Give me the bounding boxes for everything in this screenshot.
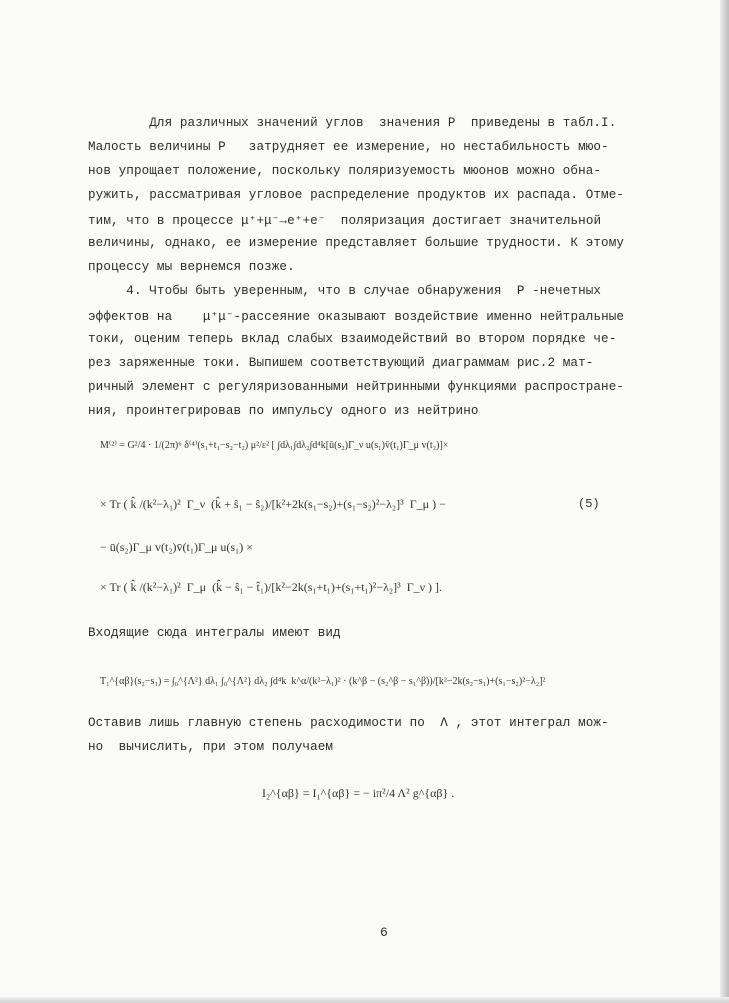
paragraph2-line: ричный элемент с регуляризованными нейтринными функциями распростране-: [88, 380, 625, 394]
integrals-intro: Входящие сюда интегралы имеют вид: [88, 626, 341, 640]
paragraph1-line: ружить, рассматривая угловое распределение продуктов их распада. Отме-: [88, 188, 625, 202]
paragraph1-line: Для различных значений углов значения P приведены в табл.I.: [88, 116, 617, 130]
paragraph2-line: токи, оценим теперь вклад слабых взаимодействий во втором порядке че-: [88, 332, 617, 346]
formula-integral: T₁^{αβ}(s₂−s₁) = ∫₀^{Λ²} dλ₁ ∫₀^{Λ²} dλ₂ ∫d⁴k k^α/(k²−λ₁)² · (k^β − (s₂^β − s₁^β))/[k²−2k(s₂−s₁)+(s₁−s₂)²−λ₂]²: [100, 676, 546, 687]
formula-m2: M⁽²⁾ = G²/4 · 1/(2π)⁶ δ⁽⁴⁾(s₁+t₁−s₂−t₂) μ²/ε² [ ∫dλ₁∫dλ₂∫d⁴k[ū(s₂)Γ_ν u(s₁)v̄(t₁)Γ_μ v(t₂)]×: [100, 440, 449, 451]
formula-trace-2: × Tr ( k̂ /(k²−λ₁)² Γ_μ (k̂ − ŝ₁ − t̂₁)/[k²−2k(s₁+t₁)+(s₁+t₁)²−λ₂]³ Γ_ν ) ].: [100, 580, 443, 594]
paragraph2-line: ния, проинтегрировав по импульсу одного из нейтрино: [88, 404, 479, 418]
paragraph1-line: величины, однако, ее измерение представляет большие трудности. К этому: [88, 236, 625, 250]
formula-second-term: − ū(s₂)Γ_μ v(t₂)v̄(t₁)Γ_μ u(s₁) ×: [100, 540, 253, 554]
equation-number: (5): [578, 497, 600, 511]
page-edge-bottom: [0, 997, 729, 1003]
formula-result: I₂^{αβ} = I₁^{αβ} = − iπ²/4 Λ² g^{αβ} .: [262, 786, 455, 800]
after-line: но вычислить, при этом получаем: [88, 740, 334, 754]
paragraph2-line: рез заряженные токи. Выпишем соответствующий диаграммам рис.2 мат-: [88, 356, 594, 370]
paragraph1-line: нов упрощает положение, поскольку поляризуемость мюонов можно обна-: [88, 164, 602, 178]
paragraph2-line: эффектов на μ⁺μ⁻-рассеяние оказывают воздействие именно нейтральные: [88, 310, 625, 324]
paragraph2-line: 4. Чтобы быть уверенным, что в случае обнаружения P -нечетных: [88, 284, 602, 298]
formula-trace-1: × Tr ( k̂ /(k²−λ₁)² Γ_ν (k̂ + ŝ₁ − ŝ₂)/[k²+2k(s₁−s₂)+(s₁−s₂)²−λ₂]³ Γ_μ ) −: [100, 497, 446, 511]
paragraph1-line: Малость величины P затрудняет ее измерение, но нестабильность мюо-: [88, 140, 609, 154]
paragraph1-line: тим, что в процессе μ⁺+μ⁻→e⁺+e⁻ поляризация достигает значительной: [88, 214, 602, 228]
after-line: Оставив лишь главную степень расходимости по Λ , этот интеграл мож-: [88, 716, 609, 730]
page-number: 6: [380, 925, 388, 940]
page-edge-shadow: [720, 0, 729, 1003]
paragraph1-line: процессу мы вернемся позже.: [88, 260, 295, 274]
